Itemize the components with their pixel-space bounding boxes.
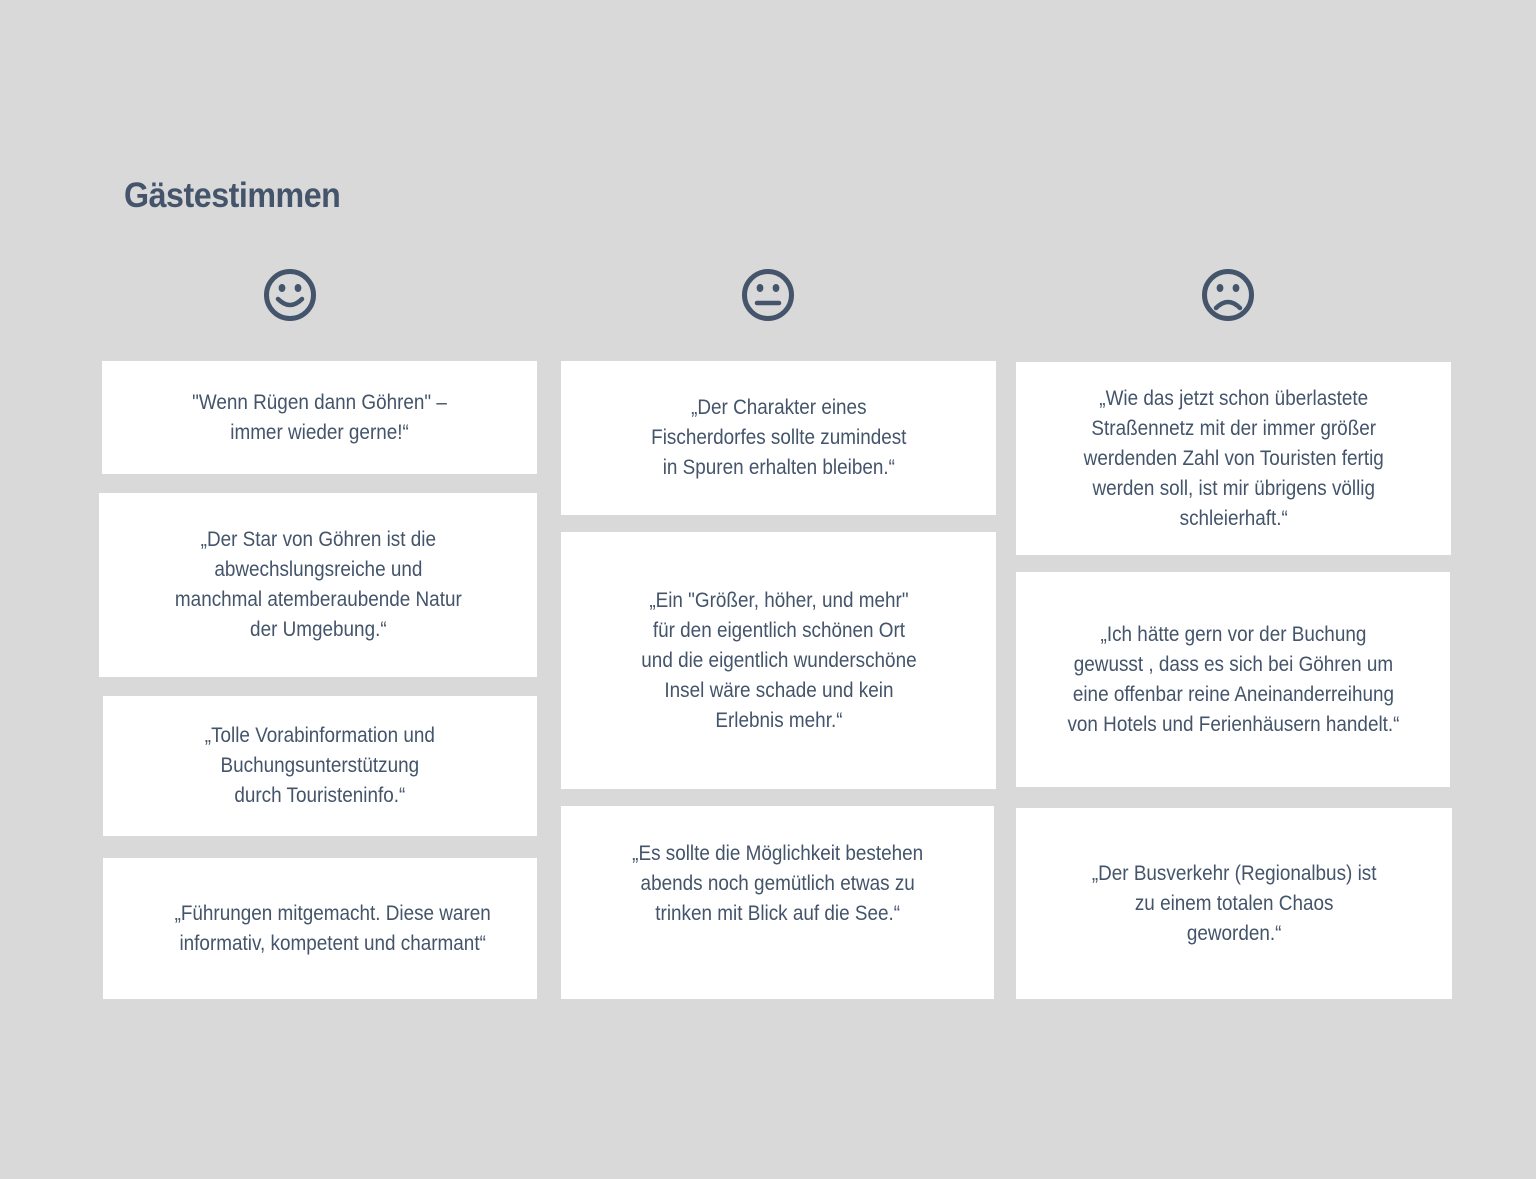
quote-text: „Ein "Größer, höher, und mehr" für den eigentlich schönen Ort und die eigentlich wunderschöne Insel wäre schade und kein Erlebnis mehr.“ (640, 588, 917, 732)
quote-card-neutral-2 (561, 532, 996, 789)
quote-card-neutral-3 (561, 806, 994, 999)
quote-card-positive-4 (103, 858, 537, 999)
quote-card-positive-2 (99, 493, 537, 677)
quote-card-negative-3 (1016, 808, 1452, 999)
quote-text: „Tolle Vorabinformation und Buchungsunterstützung durch Touristeninfo.“ (204, 724, 436, 807)
quote-card-negative-1 (1016, 362, 1451, 555)
quote-card-neutral-1 (561, 361, 996, 515)
quote-text: „Der Charakter eines Fischerdorfes sollte zumindest in Spuren erhalten bleiben.“ (650, 396, 907, 479)
quote-text: „Es sollte die Möglichkeit bestehen abends noch gemütlich etwas zu trinken mit Blick auf die See.“ (631, 841, 924, 925)
quote-text: "Wenn Rügen dann Göhren" – immer wieder gerne!“ (192, 390, 447, 444)
quote-card-positive-1 (102, 361, 537, 474)
quote-text: „Führungen mitgemacht. Diese waren informativ, kompetent und charmant“ (174, 901, 492, 955)
quote-text: „Der Star von Göhren ist die abwechslungsreiche und manchmal atemberaubende Natur der Umgebung.“ (174, 528, 462, 641)
quote-text: „Wie das jetzt schon überlastete Straßennetz mit der immer größer werdenden Zahl von Touristen fertig werden soll, ist mir übrigens völlig schleierhaft.“ (1083, 386, 1384, 530)
quote-card-positive-3 (103, 696, 537, 836)
quote-text: „Ich hätte gern vor der Buchung gewusst , dass es sich bei Göhren um eine offenbar reine Aneinanderreihung von Hotels und Ferienhäusern handelt.“ (1066, 622, 1400, 736)
quote-card-negative-2 (1016, 572, 1450, 787)
neutral-face-icon (741, 268, 795, 322)
page-title: Gästestimmen (124, 176, 341, 215)
quote-text: „Der Busverkehr (Regionalbus) ist zu einem totalen Chaos geworden.“ (1091, 861, 1377, 945)
smiley-face-icon (263, 268, 317, 322)
frowning-face-icon (1201, 268, 1255, 322)
